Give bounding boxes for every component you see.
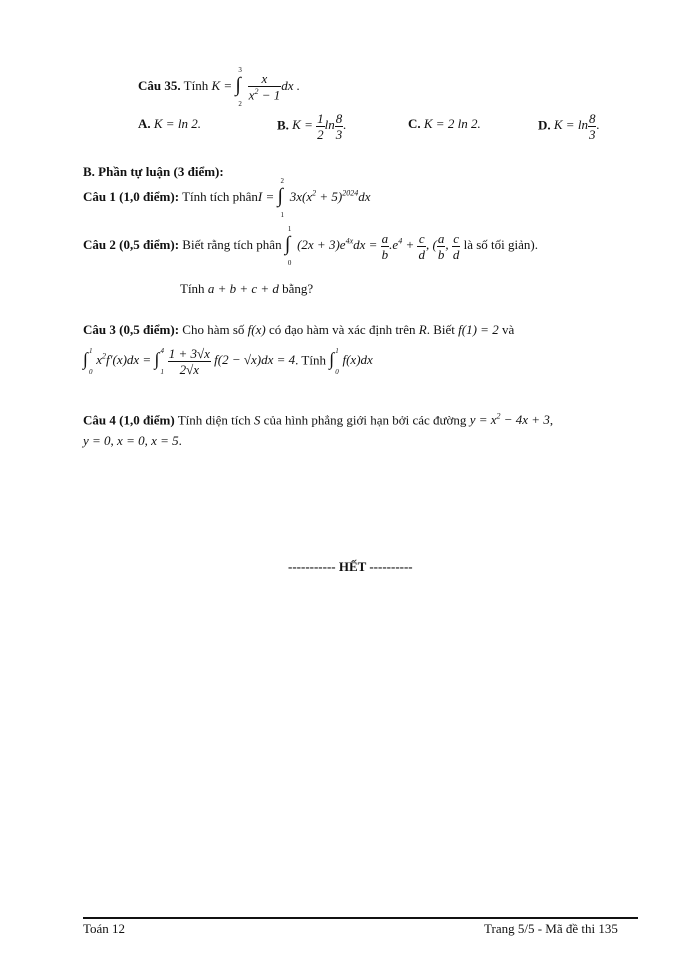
q4-line2: y = 0, x = 0, x = 5. [83, 433, 182, 448]
option-b: B. K = $\frac{1}{2}$ ln $\frac{8}{3}$ . [277, 111, 347, 142]
q3-line2: ∫ 1 0 $x^2f'(x)dx$ = ∫ 4 1 $\frac{1 + 3√x}{2√x}$ f(2 − √x)dx = 4. Tính ∫ 1 0 f(x)dx [83, 346, 373, 377]
q35-line [138, 66, 300, 108]
q35-prompt: Tính [183, 77, 209, 93]
option-a: A. K = ln 2. [138, 116, 201, 131]
end-marker: ----------- HẾT ---------- [288, 559, 413, 574]
footer-right: Trang 5/5 - Mã đề thi 135 [484, 921, 618, 936]
q1-line: Câu 1 (1,0 điểm): Tính tích phânI = ∫ 2 1 $3x(x^2 + 5)^{2024}dx$ [83, 177, 371, 219]
q3-line1: Câu 3 (0,5 điểm): Cho hàm số f(x) có đạo hàm và xác định trên R. Biết f(1) = 2 và [83, 322, 515, 337]
q35-options [138, 112, 618, 146]
q2-line2: Tính a + b + c + d bằng? [180, 281, 314, 296]
q4-line1: Câu 4 (1,0 điểm) Tính diện tích S của hình phẳng giới hạn bởi các đường $y = x^2 - 4x + 3$, [83, 412, 554, 428]
q35-label: Câu 35. [138, 77, 181, 93]
option-d: D. K = ln $\frac{8}{3}$ . [538, 111, 600, 142]
footer-rule [83, 917, 638, 919]
q35-formula: K = ∫ 3 2 $\frac{x}{x^2 - 1}$ dx . [211, 66, 300, 108]
option-c: C. K = 2 ln 2. [408, 116, 481, 131]
footer-left: Toán 12 [83, 921, 126, 936]
q2-line: Câu 2 (0,5 điểm): Biết rằng tích phân ∫ 1 0 $(2x + 3)e^{4x}dx$ = $\frac{a}{b}$ $.e^4$ + $\frac{c}{d}$ , ( $\frac{a}{b}$ , $\frac{c}{d}$ là số tối giản). [83, 225, 538, 267]
section-b-title: B. Phần tự luận (3 điểm): [83, 164, 224, 179]
